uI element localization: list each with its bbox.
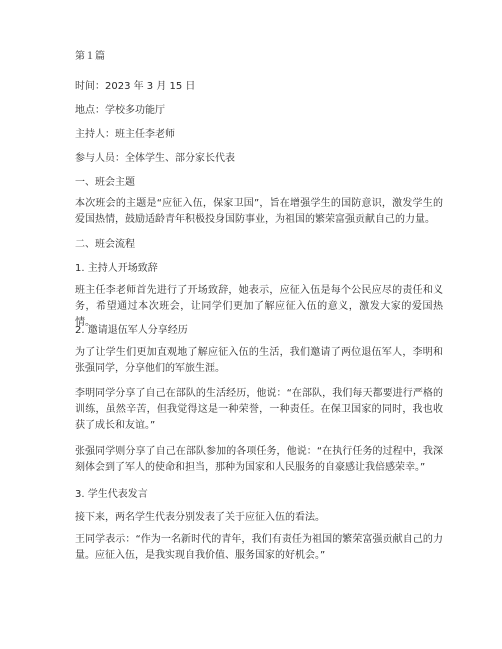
step-1-title: 1. 主持人开场致辞 [75, 263, 158, 274]
section-theme-title: 一、班会主题 [75, 177, 135, 188]
section-theme-body: 本次班会的主题是“应征入伍，保家卫国”，旨在增强学生的国防意识，激发学生的爱国热情，鼓励适龄青年积极投身国防事业，为祖国的繁荣富强贡献自己的力量。 [75, 198, 443, 225]
step-2-title: 2. 邀请退伍军人分享经历 [75, 325, 188, 336]
step-1-body: 班主任李老师首先进行了开场致辞，她表示，应征入伍是每个公民应尽的责任和义务，希望通过本次班会，让同学们更加了解应征入伍的意义，激发大家的爱国热情。 [75, 285, 443, 328]
section-process-title: 二、班会流程 [75, 239, 135, 250]
meeting-location: 地点：学校多功能厅 [75, 105, 165, 116]
meeting-host: 主持人：班主任李老师 [75, 129, 175, 140]
meeting-participants: 参与人员：全体学生、部分家长代表 [75, 153, 235, 164]
chapter-heading: 第１篇 [75, 51, 105, 62]
step-2-body-intro: 为了让学生们更加直观地了解应征入伍的生活，我们邀请了两位退伍军人，李明和张强同学，分享他们的军旅生涯。 [75, 347, 443, 374]
step-3-title: 3. 学生代表发言 [75, 489, 148, 500]
step-2-body-liming: 李明同学分享了自己在部队的生活经历，他说：“在部队，我们每天都要进行严格的训练，虽然辛苦，但我觉得这是一种荣誉，一种责任。在保卫国家的同时，我也收获了成长和友谊。” [75, 388, 443, 431]
meeting-time: 时间：2023 年 3 月 15 日 [75, 81, 196, 92]
step-3-body-wang: 王同学表示：“作为一名新时代的青年，我们有责任为祖国的繁荣富强贡献自己的力量。应征入伍，是我实现自我价值、服务国家的好机会。” [75, 534, 443, 561]
step-3-body-intro: 接下来，两名学生代表分别发表了关于应征入伍的看法。 [75, 512, 325, 523]
step-2-body-zhangqiang: 张强同学则分享了自己在部队参加的各项任务，他说：“在执行任务的过程中，我深刻体会到了军人的使命和担当，那种为国家和人民服务的自豪感让我倍感荣幸。” [75, 446, 443, 473]
